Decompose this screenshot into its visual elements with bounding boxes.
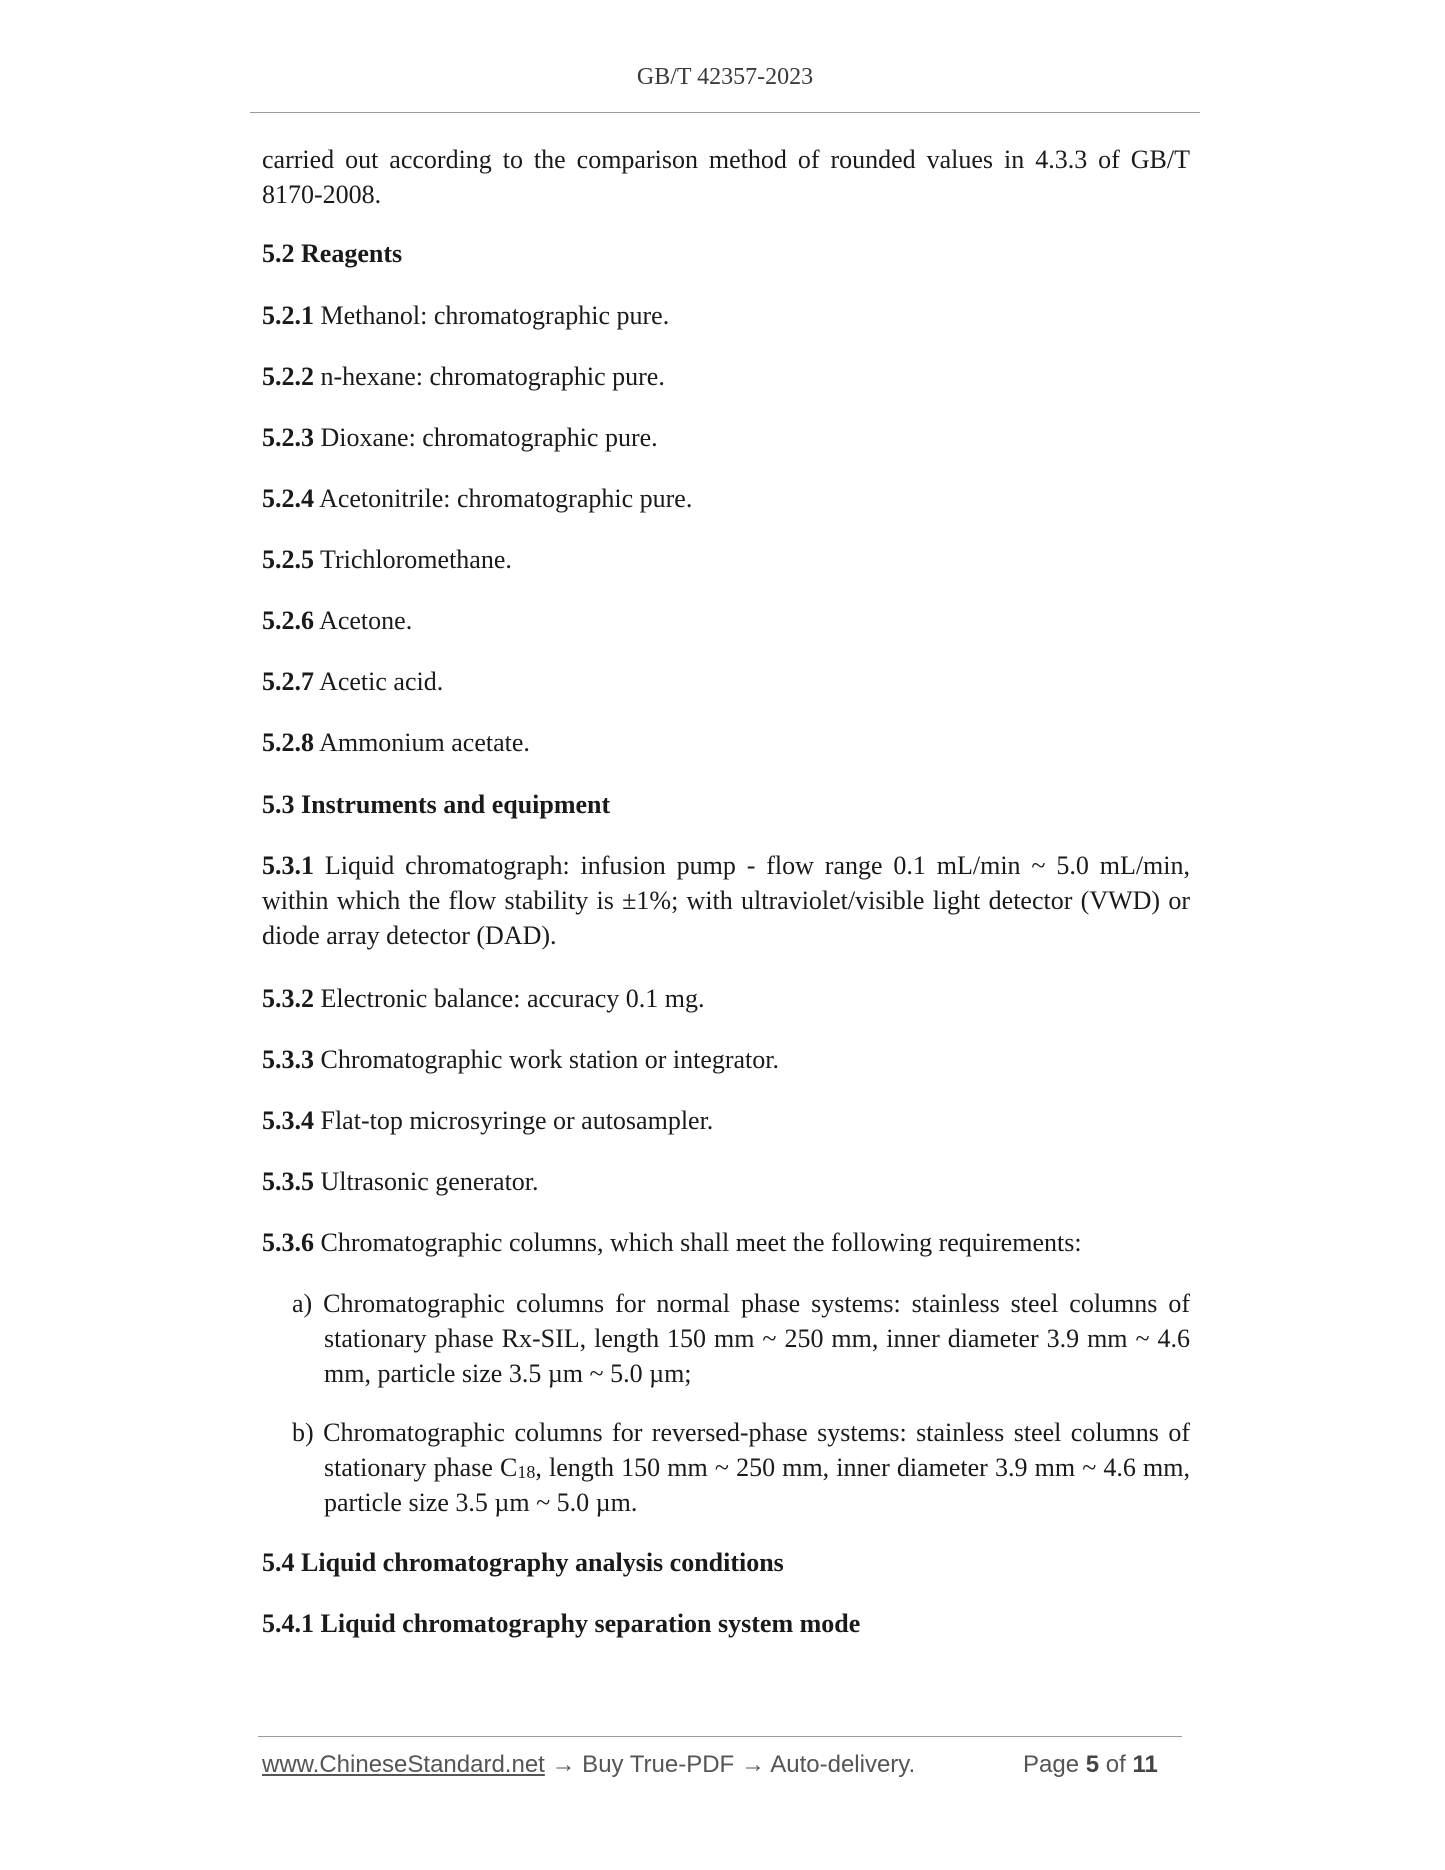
section-heading-instruments: 5.3 Instruments and equipment [262,790,611,819]
total-pages: 11 [1132,1751,1158,1778]
item-text: n-hexane: chromatographic pure. [320,362,665,391]
item-text: Chromatographic work station or integrator. [320,1045,780,1074]
reagent-item [262,664,1190,699]
item-text: Ammonium acetate. [319,728,530,757]
section-heading-analysis: 5.4 Liquid chromatography analysis conditions [262,1548,784,1577]
instrument-item [262,1225,1190,1260]
item-number: 5.3.4 [262,1106,314,1135]
item-text: Dioxane: chromatographic pure. [320,423,658,452]
list-item-b-text-start: b) Chromatographic columns for reversed-phase systems: stainless steel columns of stationary phase C [292,1418,1190,1482]
subscript: 18 [517,1462,536,1482]
item-number: 5.3.3 [262,1045,314,1074]
item-number: 5.3.6 [262,1228,314,1257]
instrument-item [262,1164,1190,1199]
item-text: Flat-top microsyringe or autosampler. [320,1106,714,1135]
website-link[interactable]: www.ChineseStandard.net [262,1751,545,1778]
footer-divider [258,1736,1182,1737]
item-text: Electronic balance: accuracy 0.1 mg. [320,984,705,1013]
item-text: Ultrasonic generator. [320,1167,539,1196]
instrument-item [262,848,1190,953]
instrument-item [262,981,1190,1016]
item-number: 5.2.6 [262,606,314,635]
item-number: 5.2.5 [262,545,314,574]
reagent-item [262,603,1190,638]
item-text: Methanol: chromatographic pure. [320,301,670,330]
of-label: of [1105,1751,1126,1778]
item-number: 5.3.1 [262,851,314,880]
item-text: Acetone. [319,606,413,635]
footer-promo [262,1751,915,1779]
section-heading-reagents: 5.2 Reagents [262,239,403,268]
reagent-item [262,298,1190,333]
item-number: 5.2.1 [262,301,314,330]
page-indicator [1023,1751,1158,1779]
list-item-b [292,1415,1190,1520]
item-number: 5.2.7 [262,667,314,696]
item-number: 5.2.4 [262,484,314,513]
reagent-item [262,420,1190,455]
reagent-item [262,725,1190,760]
item-number: 5.2.3 [262,423,314,452]
item-number: 5.2.8 [262,728,314,757]
reagent-item [262,481,1190,516]
item-text: Liquid chromatograph: infusion pump - flow range 0.1 mL/min ~ 5.0 mL/min, within which the flow stability is ±1%; with ultraviolet/visible light detector (VWD) or diode array detector (DAD). [262,851,1191,950]
instrument-item [262,1103,1190,1138]
item-number: 5.2.2 [262,362,314,391]
intro-paragraph: carried out according to the comparison method of rounded values in 4.3.3 of GB/T 8170-2008. [262,145,1190,209]
current-page-number: 5 [1085,1751,1100,1778]
reagent-item [262,359,1190,394]
item-text: Trichloromethane. [320,545,512,574]
page-header: GB/T 42357-2023 [636,64,814,90]
item-number: 5.3.2 [262,984,314,1013]
reagent-item [262,542,1190,577]
subsection-heading-separation: 5.4.1 Liquid chromatography separation system mode [262,1609,861,1638]
page-label: Page [1023,1751,1080,1778]
item-text: Chromatographic columns, which shall meet the following requirements: [320,1228,1082,1257]
item-text: Acetonitrile: chromatographic pure. [319,484,693,513]
list-item-b-text-end: , length 150 mm ~ 250 mm, inner diameter 3.9 mm ~ 4.6 mm, particle size 3.5 µm ~ 5.0 µm. [324,1453,1190,1517]
instrument-item [262,1042,1190,1077]
item-text: Acetic acid. [319,667,444,696]
item-number: 5.3.5 [262,1167,314,1196]
header-divider [250,112,1200,113]
footer-tagline: → Buy True-PDF → Auto-delivery. [544,1751,916,1778]
list-item-a: a) Chromatographic columns for normal phase systems: stainless steel columns of stationary phase Rx-SIL, length 150 mm ~ 250 mm, inner diameter 3.9 mm ~ 4.6 mm, particle size 3.5 µm ~ 5.0 µm; [292,1289,1190,1388]
